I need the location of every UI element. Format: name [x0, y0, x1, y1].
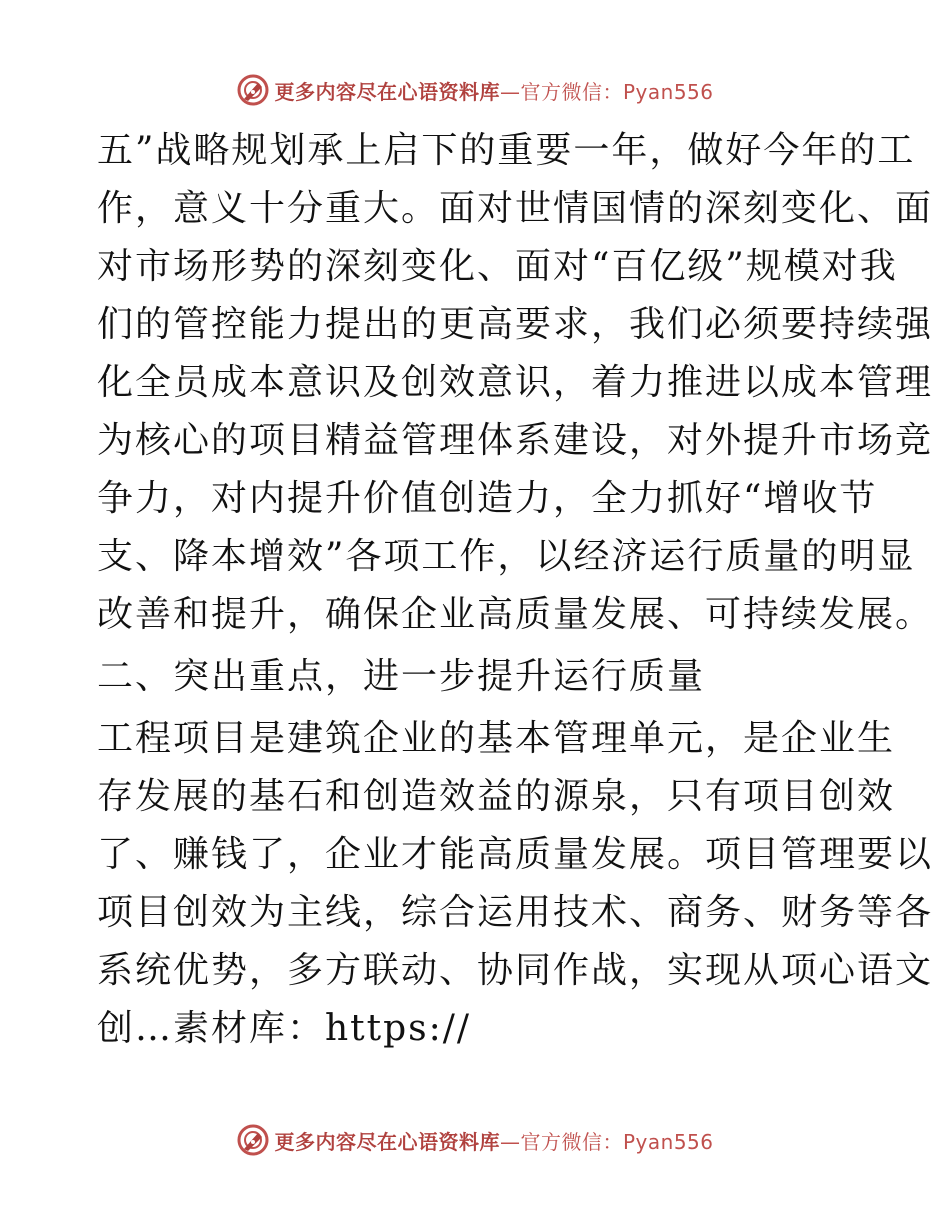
header-watermark: [0, 70, 950, 110]
text-line: 存发展的基石和创造效益的源泉，只有项目创效: [97, 776, 896, 817]
text-line: 为核心的项目精益管理体系建设，对外提升市场竞: [97, 420, 934, 461]
text-line: 项目创效为主线，综合运用技术、商务、财务等各: [97, 892, 934, 933]
pen-nib-logo-icon: [236, 1123, 270, 1157]
text-line: 了、赚钱了，企业才能高质量发展。项目管理要以: [97, 834, 934, 875]
text-line: 五”战略规划承上启下的重要一年，做好今年的工: [97, 130, 916, 171]
text-line: 作，意义十分重大。面对世情国情的深刻变化、面: [97, 188, 934, 229]
text-line: 创…素材库：https://: [97, 1008, 472, 1049]
text-line: 支、降本增效”各项工作，以经济运行质量的明显: [97, 536, 916, 577]
text-line: 化全员成本意识及创效意识，着力推进以成本管理: [97, 362, 934, 403]
text-line: 对市场形势的深刻变化、面对“百亿级”规模对我: [97, 246, 898, 287]
text-line: 工程项目是建筑企业的基本管理单元，是企业生: [97, 718, 896, 759]
watermark-text: 更多内容尽在心语资料库—官方微信：Pyan556: [274, 79, 714, 104]
document-body: [97, 122, 934, 1058]
text-line: 们的管控能力提出的更高要求，我们必须要持续强: [97, 304, 934, 345]
pen-nib-logo-icon: [236, 73, 270, 107]
watermark-text: 更多内容尽在心语资料库—官方微信：Pyan556: [274, 1129, 714, 1154]
text-line: 改善和提升，确保企业高质量发展、可持续发展。: [97, 594, 934, 635]
footer-watermark: [0, 1120, 950, 1160]
text-line: 系统优势，多方联动、协同作战，实现从项心语文: [97, 950, 934, 991]
paragraph-2: [97, 710, 934, 1058]
text-line: 争力，对内提升价值创造力，全力抓好“增收节: [97, 478, 878, 519]
section-heading: 二、突出重点，进一步提升运行质量: [97, 656, 706, 697]
paragraph-1: [97, 122, 934, 644]
